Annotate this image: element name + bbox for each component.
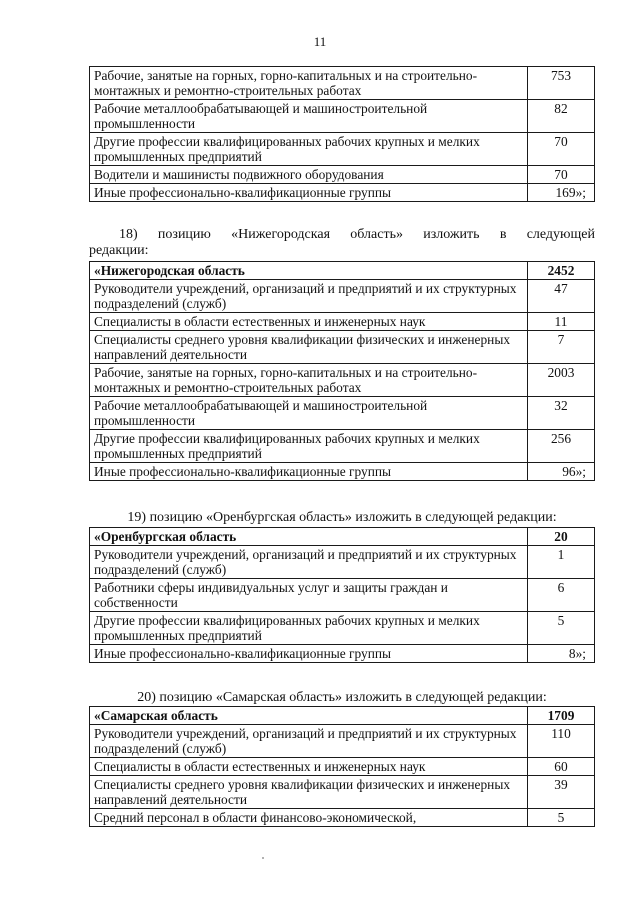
row-label: Иные профессионально-квалификационные группы xyxy=(90,184,528,202)
region-total: 20 xyxy=(528,528,595,546)
row-label: Специалисты среднего уровня квалификации физических и инженерных направлений деятельности xyxy=(90,776,528,809)
region-total: 1709 xyxy=(528,707,595,725)
row-label: Рабочие, занятые на горных, горно-капитальных и на строительно-монтажных и ремонтно-строительных работах xyxy=(90,364,528,397)
row-label: Средний персонал в области финансово-экономической, xyxy=(90,809,528,827)
row-value: 11 xyxy=(528,313,595,331)
table-header-row xyxy=(90,528,595,546)
row-label: Руководители учреждений, организаций и предприятий и их структурных подразделений (служб) xyxy=(90,280,528,313)
region-name: «Самарская область xyxy=(90,707,528,725)
table-row xyxy=(90,645,595,663)
table-row xyxy=(90,280,595,313)
row-value: 39 xyxy=(528,776,595,809)
table-row xyxy=(90,579,595,612)
row-value: 82 xyxy=(528,100,595,133)
table-orenburg xyxy=(89,527,595,663)
instruction-20: 20) позицию «Самарская область» изложить в следующей редакции: xyxy=(137,690,547,705)
table-continuation xyxy=(89,66,595,202)
table-row xyxy=(90,331,595,364)
table-samara xyxy=(89,706,595,827)
row-label: Руководители учреждений, организаций и предприятий и их структурных подразделений (служб) xyxy=(90,725,528,758)
row-value: 70 xyxy=(528,133,595,166)
table-row xyxy=(90,67,595,100)
row-value: 169»; xyxy=(528,184,595,202)
row-label: Иные профессионально-квалификационные группы xyxy=(90,463,528,481)
row-label: Специалисты в области естественных и инженерных наук xyxy=(90,758,528,776)
row-value: 110 xyxy=(528,725,595,758)
row-value: 8»; xyxy=(528,645,595,663)
table-nizhny-novgorod xyxy=(89,261,595,481)
region-name: «Оренбургская область xyxy=(90,528,528,546)
row-value: 7 xyxy=(528,331,595,364)
row-label: Водители и машинисты подвижного оборудования xyxy=(90,166,528,184)
table-row xyxy=(90,100,595,133)
row-label: Другие профессии квалифицированных рабочих крупных и мелких промышленных предприятий xyxy=(90,430,528,463)
page-number: 11 xyxy=(313,34,327,49)
table-header-row xyxy=(90,262,595,280)
row-value: 5 xyxy=(528,612,595,645)
row-value: 70 xyxy=(528,166,595,184)
table-row xyxy=(90,758,595,776)
row-label: Другие профессии квалифицированных рабочих крупных и мелких промышленных предприятий xyxy=(90,133,528,166)
row-label: Рабочие металлообрабатывающей и машиностроительной промышленности xyxy=(90,100,528,133)
row-label: Другие профессии квалифицированных рабочих крупных и мелких промышленных предприятий xyxy=(90,612,528,645)
table-row xyxy=(90,397,595,430)
row-value: 256 xyxy=(528,430,595,463)
instruction-18-line1: 18) позицию «Нижегородская область» изложить в следующей xyxy=(119,227,595,242)
row-label: Работники сферы индивидуальных услуг и защиты граждан и собственности xyxy=(90,579,528,612)
instruction-19: 19) позицию «Оренбургская область» изложить в следующей редакции: xyxy=(127,510,557,525)
row-label: Рабочие, занятые на горных, горно-капитальных и на строительно-монтажных и ремонтно-строительных работах xyxy=(90,67,528,100)
table-row xyxy=(90,776,595,809)
row-label: Иные профессионально-квалификационные группы xyxy=(90,645,528,663)
table-row xyxy=(90,313,595,331)
row-value: 32 xyxy=(528,397,595,430)
row-value: 47 xyxy=(528,280,595,313)
region-total: 2452 xyxy=(528,262,595,280)
row-value: 753 xyxy=(528,67,595,100)
row-label: Специалисты в области естественных и инженерных наук xyxy=(90,313,528,331)
table-row xyxy=(90,546,595,579)
table-row xyxy=(90,133,595,166)
row-value: 1 xyxy=(528,546,595,579)
row-label: Рабочие металлообрабатывающей и машиностроительной промышленности xyxy=(90,397,528,430)
scan-speck xyxy=(262,857,264,859)
row-label: Руководители учреждений, организаций и предприятий и их структурных подразделений (служб) xyxy=(90,546,528,579)
row-value: 2003 xyxy=(528,364,595,397)
row-value: 60 xyxy=(528,758,595,776)
row-value: 96»; xyxy=(528,463,595,481)
table-row xyxy=(90,809,595,827)
instruction-18-line2: редакции: xyxy=(89,243,149,258)
row-value: 5 xyxy=(528,809,595,827)
table-row xyxy=(90,463,595,481)
table-row xyxy=(90,184,595,202)
table-row xyxy=(90,430,595,463)
region-name: «Нижегородская область xyxy=(90,262,528,280)
table-row xyxy=(90,612,595,645)
row-value: 6 xyxy=(528,579,595,612)
table-header-row xyxy=(90,707,595,725)
instruction-18 xyxy=(89,227,595,259)
table-row xyxy=(90,725,595,758)
table-row xyxy=(90,364,595,397)
row-label: Специалисты среднего уровня квалификации физических и инженерных направлений деятельности xyxy=(90,331,528,364)
table-row xyxy=(90,166,595,184)
